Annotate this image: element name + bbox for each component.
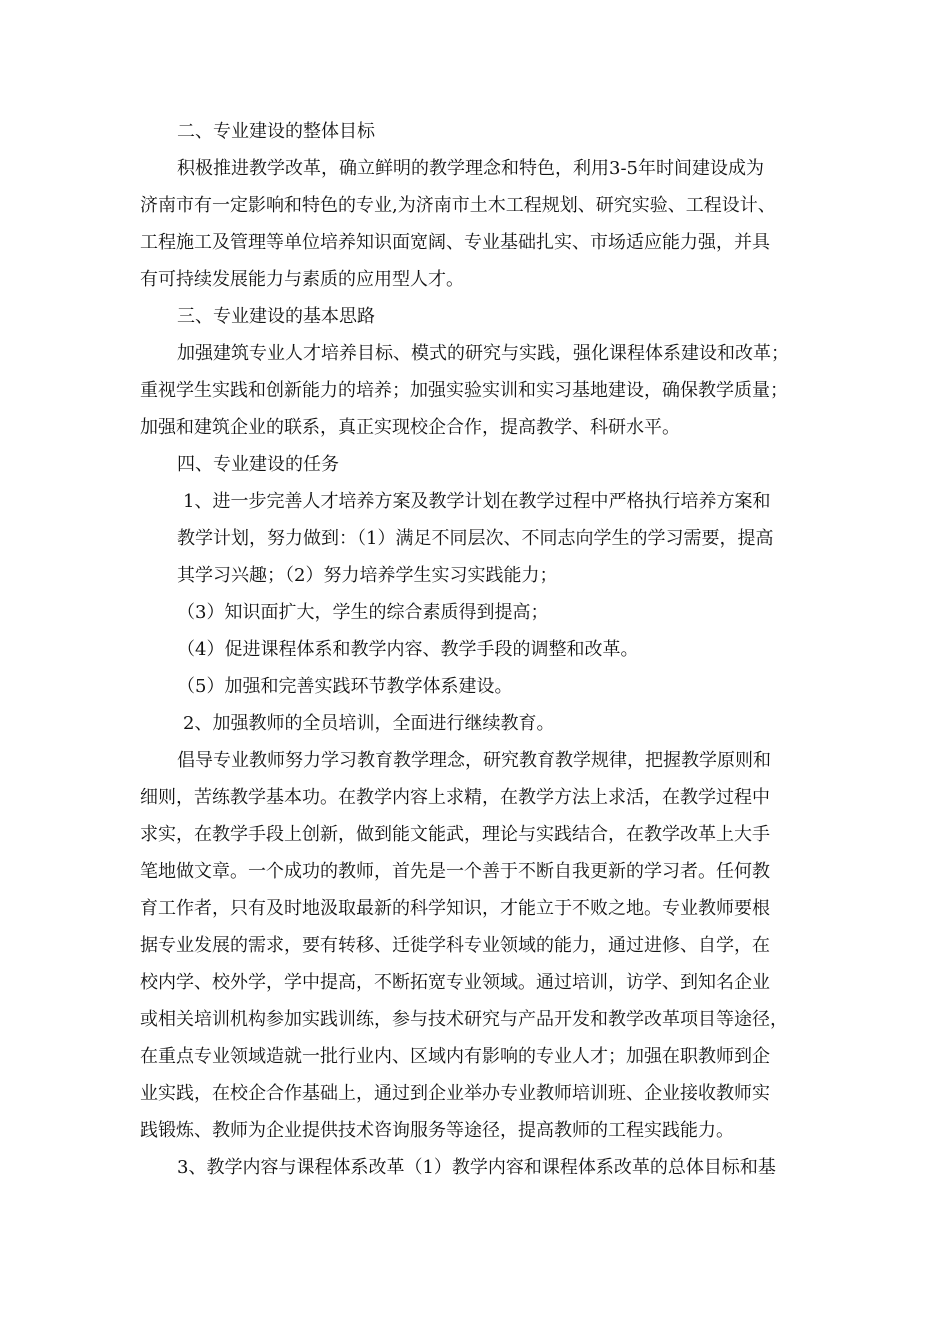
list-item-line: （5）加强和完善实践环节教学体系建设。 (177, 676, 513, 697)
paragraph-line: 业实践，在校企合作基础上，通过到企业举办专业教师培训班、企业接收教师实 (140, 1083, 770, 1104)
paragraph-line: 加强建筑专业人才培养目标、模式的研究与实践，强化课程体系建设和改革； (177, 343, 789, 364)
paragraph-line: 工程施工及管理等单位培养知识面宽阔、专业基础扎实、市场适应能力强，并具 (140, 232, 770, 253)
list-item-line: （4）促进课程体系和教学内容、教学手段的调整和改革。 (177, 639, 639, 660)
paragraph-line: 笔地做文章。一个成功的教师，首先是一个善于不断自我更新的学习者。任何教 (140, 861, 770, 882)
paragraph-line: 3、教学内容与课程体系改革（1）教学内容和课程体系改革的总体目标和基 (177, 1157, 776, 1178)
paragraph-line: 济南市有一定影响和特色的专业,为济南市土木工程规划、研究实验、工程设计、 (140, 195, 776, 216)
paragraph-line: 践锻炼、教师为企业提供技术咨询服务等途径，提高教师的工程实践能力。 (140, 1120, 734, 1141)
list-item-line: 教学计划，努力做到：（1）满足不同层次、不同志向学生的学习需要，提高 (177, 528, 774, 549)
paragraph-line: 或相关培训机构参加实践训练，参与技术研究与产品开发和教学改革项目等途径， (140, 1009, 788, 1030)
paragraph-line: 校内学、校外学，学中提高，不断拓宽专业领域。通过培训，访学、到知名企业 (140, 972, 770, 993)
paragraph-line: 重视学生实践和创新能力的培养；加强实验实训和实习基地建设，确保教学质量； (140, 380, 788, 401)
paragraph-line: 细则，苦练教学基本功。在教学内容上求精，在教学方法上求活，在教学过程中 (140, 787, 770, 808)
paragraph-line: 据专业发展的需求，要有转移、迁徙学科专业领域的能力，通过进修、自学，在 (140, 935, 770, 956)
heading-tasks: 四、专业建设的任务 (177, 454, 339, 475)
list-item-line: 其学习兴趣；（2）努力培养学生实习实践能力； (177, 565, 558, 586)
paragraph-line: 在重点专业领域造就一批行业内、区域内有影响的专业人才；加强在职教师到企 (140, 1046, 770, 1067)
paragraph-line: 积极推进教学改革，确立鲜明的教学理念和特色，利用3-5年时间建设成为 (177, 158, 764, 179)
paragraph-line: 有可持续发展能力与素质的应用型人才。 (140, 269, 464, 290)
paragraph-line: 育工作者，只有及时地汲取最新的科学知识，才能立于不败之地。专业教师要根 (140, 898, 770, 919)
paragraph-line: 求实，在教学手段上创新，做到能文能武，理论与实践结合，在教学改革上大手 (140, 824, 770, 845)
list-item-line: 2、加强教师的全员培训，全面进行继续教育。 (183, 713, 555, 734)
heading-basic-approach: 三、专业建设的基本思路 (177, 306, 375, 327)
list-item-line: （3）知识面扩大，学生的综合素质得到提高； (177, 602, 549, 623)
list-item-line: 1、进一步完善人才培养方案及教学计划在教学过程中严格执行培养方案和 (183, 491, 771, 512)
paragraph-line: 倡导专业教师努力学习教育教学理念，研究教育教学规律，把握教学原则和 (177, 750, 771, 771)
heading-overall-goal: 二、专业建设的整体目标 (177, 121, 375, 142)
paragraph-line: 加强和建筑企业的联系，真正实现校企合作，提高教学、科研水平。 (140, 417, 680, 438)
